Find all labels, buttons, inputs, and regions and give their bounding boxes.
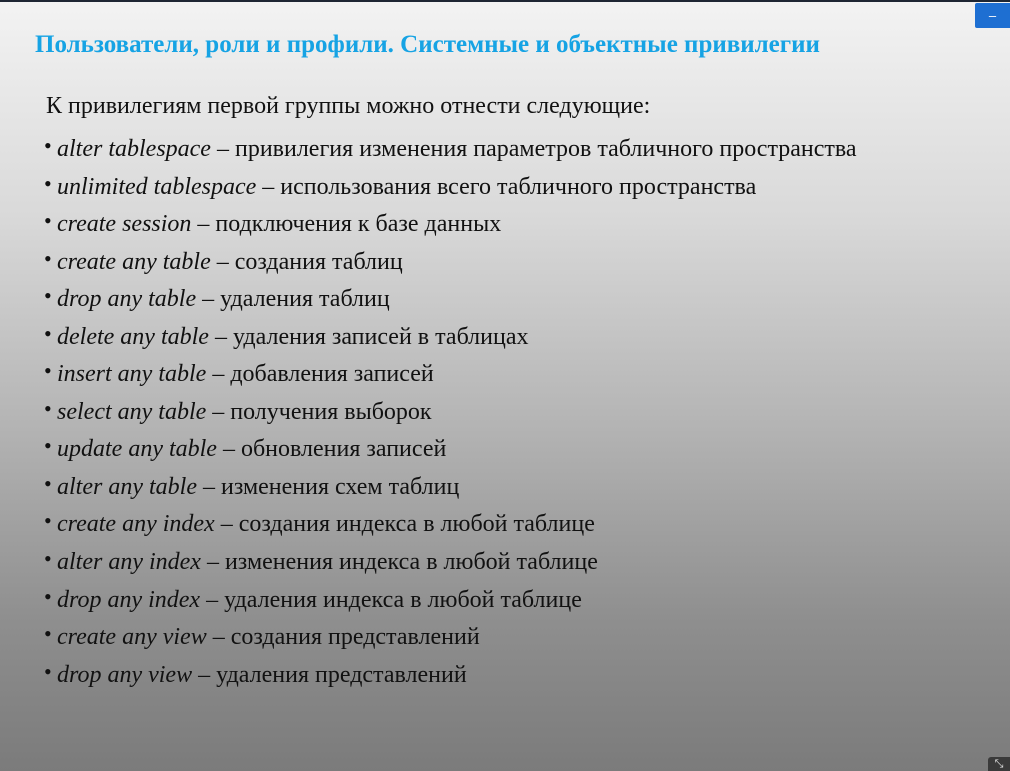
dash-separator: – bbox=[210, 136, 235, 162]
list-item bbox=[44, 505, 857, 543]
list-item bbox=[44, 656, 857, 694]
dash-separator: – bbox=[206, 361, 231, 388]
intro-text: К привилегиям первой группы можно отнести следующие: bbox=[46, 93, 651, 119]
privilege-name: create any view bbox=[57, 624, 207, 651]
bullet-icon: • bbox=[44, 621, 52, 647]
list-item bbox=[44, 318, 857, 356]
bullet-icon: • bbox=[44, 208, 52, 234]
privilege-description: создания представлений bbox=[230, 624, 480, 651]
list-item bbox=[44, 130, 857, 168]
privilege-name: select any table bbox=[57, 398, 207, 425]
list-item bbox=[44, 355, 857, 393]
bullet-icon: • bbox=[44, 245, 52, 271]
dash-separator: – bbox=[206, 624, 231, 651]
list-item bbox=[44, 618, 857, 656]
expand-icon: ⤡ bbox=[994, 757, 1004, 770]
privilege-name: alter any table bbox=[57, 473, 197, 500]
privilege-name: drop any table bbox=[57, 286, 197, 313]
bullet-icon: • bbox=[44, 546, 52, 572]
privilege-name: delete any table bbox=[57, 323, 209, 350]
list-item bbox=[44, 393, 857, 431]
dash-separator: – bbox=[200, 549, 225, 576]
bullet-icon: • bbox=[44, 508, 52, 534]
slide-title: Пользователи, роли и профили. Системные и объектные привилегии bbox=[35, 31, 820, 58]
list-item bbox=[44, 468, 857, 506]
list-item bbox=[44, 168, 857, 206]
bullet-icon: • bbox=[44, 433, 52, 459]
fullscreen-button[interactable] bbox=[988, 757, 1010, 771]
privilege-description: создания таблиц bbox=[234, 248, 403, 275]
privilege-name: unlimited tablespace bbox=[57, 173, 257, 200]
list-item bbox=[44, 243, 857, 281]
bullet-icon: • bbox=[44, 395, 52, 421]
list-item bbox=[44, 430, 857, 468]
minimize-button[interactable] bbox=[975, 3, 1010, 28]
privilege-description: создания индекса в любой таблице bbox=[238, 511, 595, 538]
privilege-name: create any index bbox=[57, 511, 215, 538]
privilege-name: insert any table bbox=[57, 361, 207, 388]
dash-separator: – bbox=[206, 398, 231, 425]
privilege-name: update any table bbox=[57, 436, 217, 463]
dash-separator: – bbox=[210, 248, 235, 275]
privilege-description: удаления записей в таблицах bbox=[232, 323, 529, 350]
privilege-description: изменения индекса в любой таблице bbox=[224, 549, 598, 576]
privilege-list bbox=[44, 130, 857, 693]
list-item bbox=[44, 543, 857, 581]
bullet-icon: • bbox=[44, 320, 52, 346]
privilege-description: изменения схем таблиц bbox=[220, 473, 460, 500]
privilege-description: использования всего табличного пространства bbox=[280, 173, 757, 200]
privilege-description: добавления записей bbox=[230, 361, 434, 388]
privilege-description: получения выборок bbox=[230, 398, 432, 425]
dash-separator: – bbox=[196, 473, 221, 500]
dash-separator: – bbox=[196, 286, 221, 313]
list-item bbox=[44, 280, 857, 318]
dash-separator: – bbox=[192, 661, 217, 688]
privilege-description: привилегия изменения параметров табличного пространства bbox=[234, 136, 857, 162]
dash-separator: – bbox=[216, 436, 241, 463]
privilege-name: drop any view bbox=[57, 661, 193, 688]
privilege-description: удаления таблиц bbox=[220, 286, 390, 313]
dash-separator: – bbox=[214, 511, 239, 538]
dash-separator: – bbox=[256, 173, 281, 200]
minimize-icon: – bbox=[988, 8, 997, 23]
privilege-description: удаления представлений bbox=[216, 661, 467, 688]
privilege-description: обновления записей bbox=[240, 436, 447, 463]
top-border bbox=[0, 0, 1010, 2]
dash-separator: – bbox=[200, 586, 225, 613]
privilege-name: create any table bbox=[57, 248, 211, 275]
bullet-icon: • bbox=[44, 170, 52, 196]
list-item bbox=[44, 581, 857, 619]
bullet-icon: • bbox=[44, 583, 52, 609]
privilege-name: alter tablespace bbox=[57, 136, 211, 162]
privilege-name: drop any index bbox=[57, 586, 201, 613]
privilege-description: подключения к базе данных bbox=[215, 211, 502, 238]
privilege-name: create session bbox=[57, 211, 192, 238]
bullet-icon: • bbox=[44, 133, 52, 158]
bullet-icon: • bbox=[44, 283, 52, 309]
bullet-icon: • bbox=[44, 470, 52, 496]
bullet-icon: • bbox=[44, 658, 52, 684]
dash-separator: – bbox=[208, 323, 233, 350]
dash-separator: – bbox=[191, 211, 216, 238]
list-item bbox=[44, 205, 857, 243]
bullet-icon: • bbox=[44, 358, 52, 384]
privilege-description: удаления индекса в любой таблице bbox=[224, 586, 582, 613]
privilege-name: alter any index bbox=[57, 549, 201, 576]
